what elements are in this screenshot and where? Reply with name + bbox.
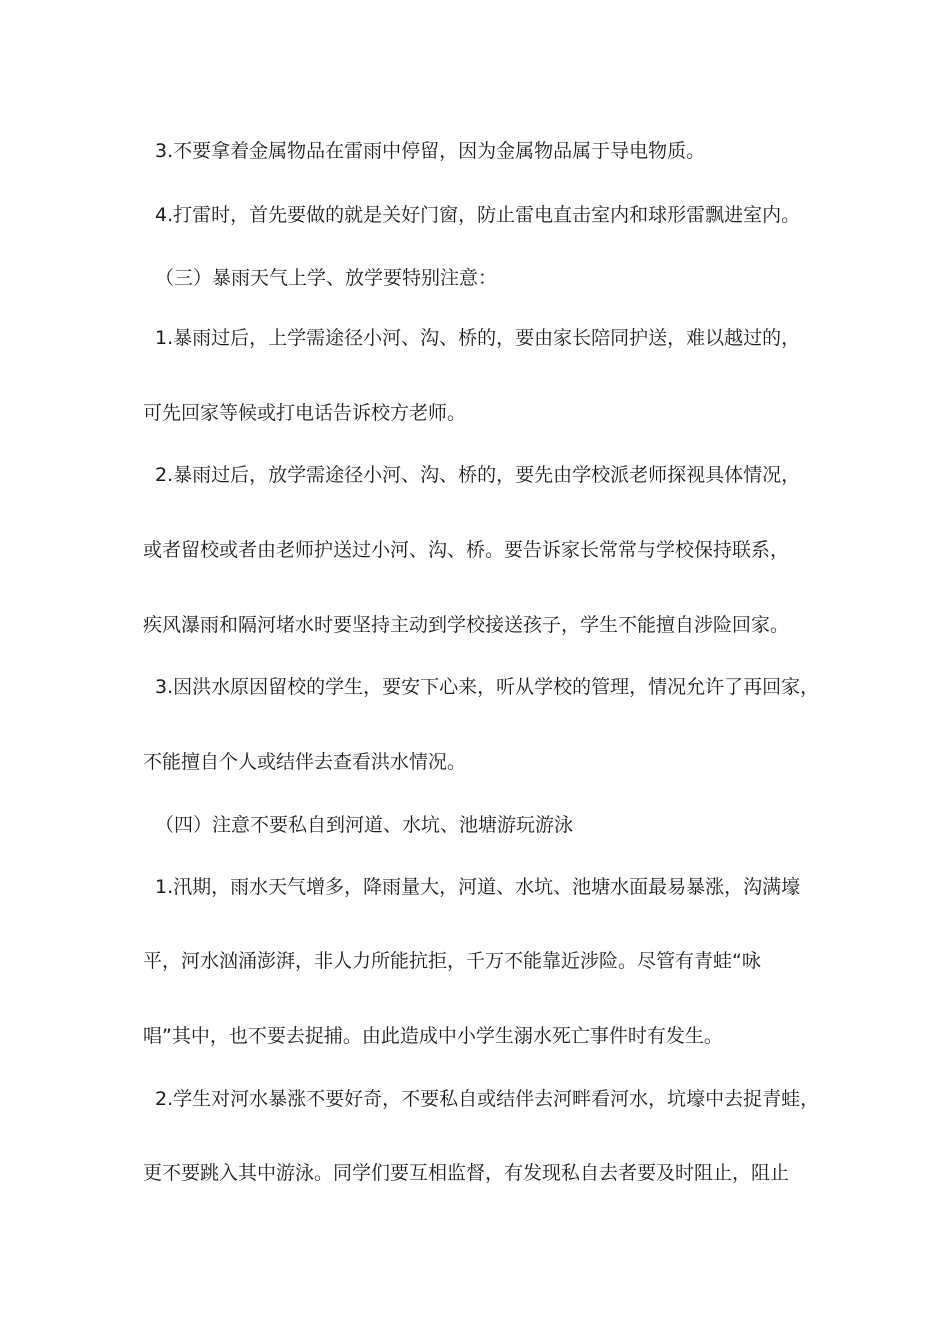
- paragraph-line: 1.汛期，雨水天气增多，降雨量大，河道、水坑、池塘水面最易暴涨，沟满壕: [155, 876, 801, 898]
- paragraph-line: 4.打雷时，首先要做的就是关好门窗，防止雷电直击室内和球形雷飘进室内。: [155, 204, 801, 226]
- paragraph-line: 更不要跳入其中游泳。同学们要互相监督，有发现私自去者要及时阻止，阻止: [143, 1162, 790, 1184]
- section-heading: （四）注意不要私自到河道、水坑、池塘游玩游泳: [155, 814, 574, 836]
- paragraph-line: 2.学生对河水暴涨不要好奇，不要私自或结伴去河畔看河水，坑壕中去捉青蛙，: [155, 1088, 820, 1110]
- paragraph-line: 不能擅自个人或结伴去查看洪水情况。: [143, 751, 467, 773]
- paragraph-line: 1.暴雨过后，上学需途径小河、沟、桥的，要由家长陪同护送，难以越过的，: [155, 327, 801, 349]
- paragraph-line: 唱”其中，也不要去捉捕。由此造成中小学生溺水死亡事件时有发生。: [143, 1025, 723, 1047]
- section-heading: （三）暴雨天气上学、放学要特别注意：: [155, 267, 498, 289]
- paragraph-line: 3.不要拿着金属物品在雷雨中停留，因为金属物品属于导电物质。: [155, 140, 706, 162]
- paragraph-line: 可先回家等候或打电话告诉校方老师。: [143, 402, 467, 424]
- paragraph-line: 2.暴雨过后，放学需途径小河、沟、桥的，要先由学校派老师探视具体情况，: [155, 464, 801, 486]
- paragraph-line: 平，河水汹涌澎湃，非人力所能抗拒，千万不能靠近涉险。尽管有青蛙“咏: [143, 950, 761, 972]
- paragraph-line: 或者留校或者由老师护送过小河、沟、桥。要告诉家长常常与学校保持联系，: [143, 539, 790, 561]
- paragraph-line: 疾风瀑雨和隔河堵水时要坚持主动到学校接送孩子，学生不能擅自涉险回家。: [143, 614, 790, 636]
- paragraph-line: 3.因洪水原因留校的学生，要安下心来，听从学校的管理，情况允许了再回家，: [155, 676, 820, 698]
